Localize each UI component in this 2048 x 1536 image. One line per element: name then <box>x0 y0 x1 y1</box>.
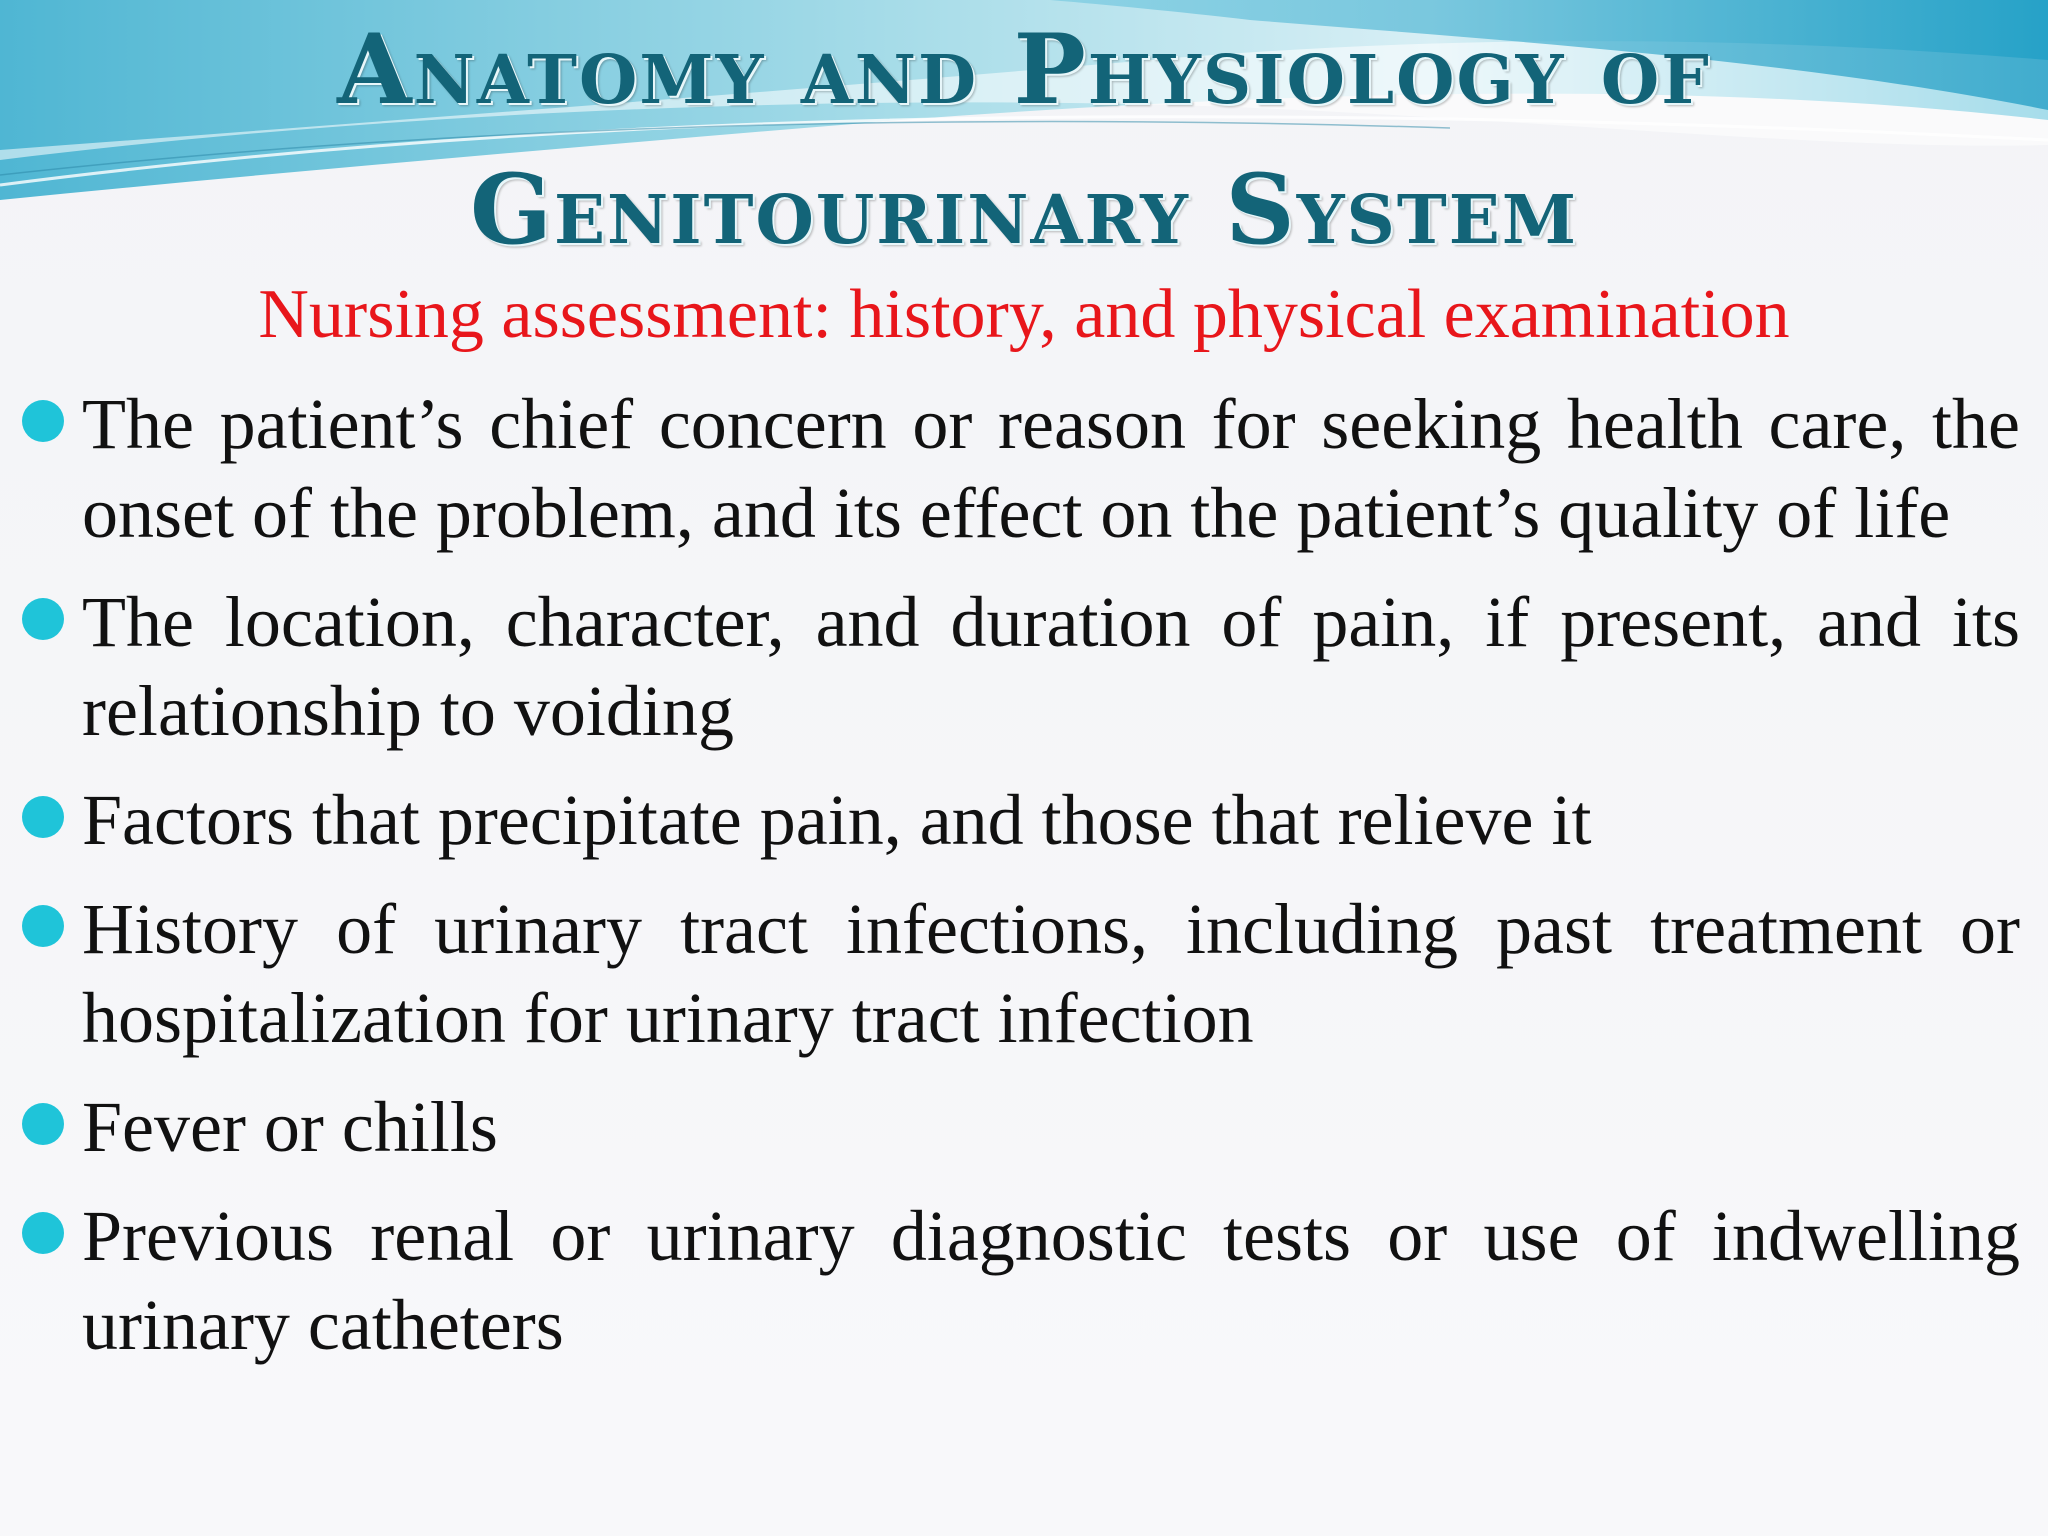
bullet-list <box>22 380 2020 1390</box>
title-line-2: Genitourinary System <box>469 153 1579 266</box>
bullet-text: The patient’s chief concern or reason for seeking health care, the onset of the problem, and its effect on the patient’s quality of life <box>82 384 2020 553</box>
slide-subtitle: Nursing assessment: history, and physical examination <box>258 276 1790 353</box>
bullet-item <box>22 380 2020 558</box>
bullet-item <box>22 885 2020 1063</box>
bullet-dot-icon <box>22 796 64 838</box>
bullet-dot-icon <box>22 1103 64 1145</box>
bullet-text: The location, character, and duration of pain, if present, and its relationship to voiding <box>82 582 2020 751</box>
bullet-dot-icon <box>22 1212 64 1254</box>
bullet-item <box>22 1192 2020 1370</box>
bullet-dot-icon <box>22 598 64 640</box>
bullet-item <box>22 776 2020 865</box>
bullet-text: Fever or chills <box>82 1087 498 1167</box>
bullet-dot-icon <box>22 905 64 947</box>
title-line-1: Anatomy and Physiology of <box>337 13 1711 126</box>
slide-title <box>0 0 2048 280</box>
bullet-dot-icon <box>22 400 64 442</box>
bullet-item <box>22 1083 2020 1172</box>
bullet-item <box>22 578 2020 756</box>
bullet-text: History of urinary tract infections, including past treatment or hospitalization for urinary tract infection <box>82 889 2020 1058</box>
bullet-text: Previous renal or urinary diagnostic tests or use of indwelling urinary catheters <box>82 1196 2020 1365</box>
bullet-text: Factors that precipitate pain, and those that relieve it <box>82 780 1592 860</box>
